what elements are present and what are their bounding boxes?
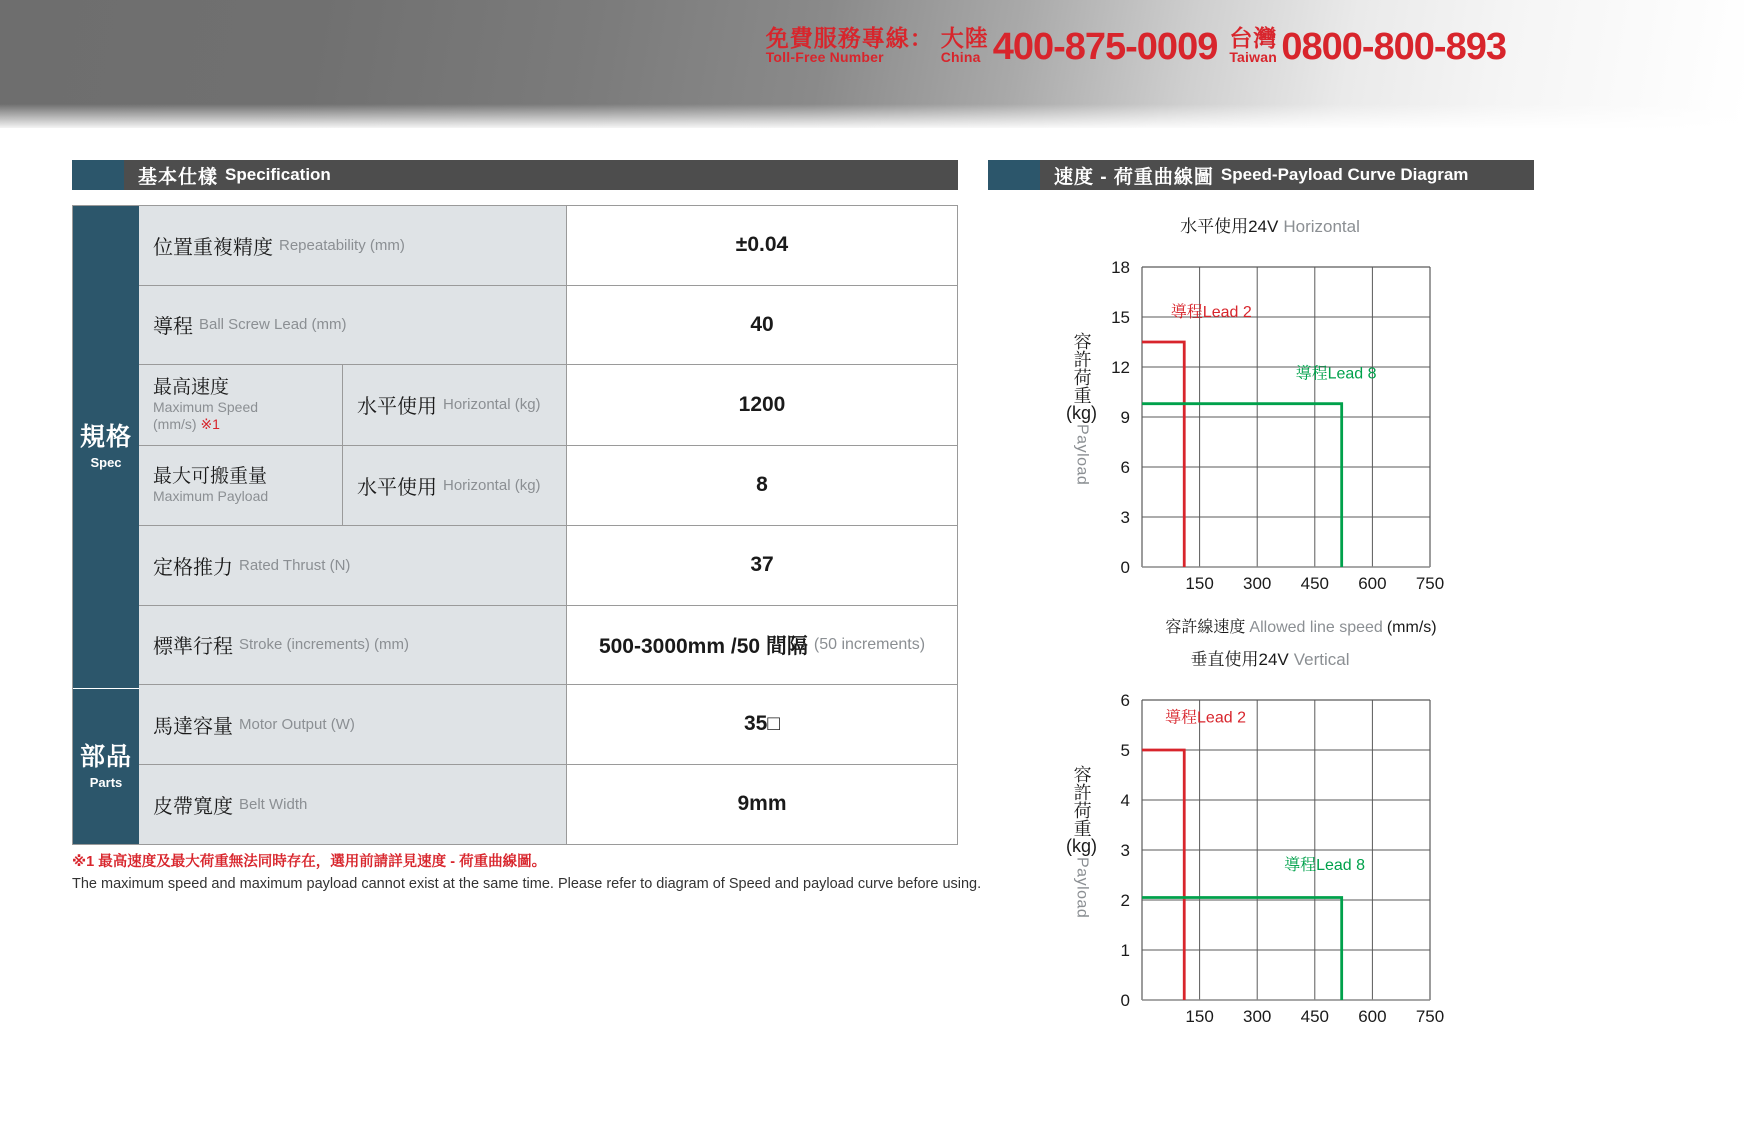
svg-text:1: 1: [1120, 941, 1130, 960]
group-spec-en: Spec: [90, 455, 122, 470]
chart-header-title-en: Speed-Payload Curve Diagram: [1220, 165, 1469, 184]
row-value: 500-3000mm /50 間隔: [598, 634, 808, 658]
row-sublabel: [343, 446, 567, 526]
svg-text:450: 450: [1300, 574, 1329, 593]
table-row: [139, 286, 957, 366]
row-label: [139, 765, 567, 845]
row-label-zh: 定格推力: [153, 556, 233, 579]
chart-vertical-title-zh: 垂直使用24V: [1190, 650, 1289, 669]
svg-text:600: 600: [1358, 574, 1387, 593]
spec-header-title-zh: 基本仕樣: [138, 166, 219, 188]
svg-text:0: 0: [1120, 558, 1130, 577]
svg-text:750: 750: [1415, 1007, 1445, 1026]
row-label-en: Maximum Speed: [153, 399, 259, 416]
svg-text:4: 4: [1120, 791, 1130, 810]
table-row: [139, 206, 957, 286]
svg-text:750: 750: [1415, 574, 1445, 593]
row-value-cell: [567, 606, 957, 685]
chart-horizontal-title: [1020, 212, 1520, 237]
row-label: [139, 526, 567, 605]
xlabel-zh: 容許線速度: [1165, 619, 1246, 636]
ylabel-zh2: (kg): [1066, 403, 1097, 423]
china-label-zh: 大陸: [940, 25, 989, 51]
row-label-zh: 馬達容量: [153, 715, 233, 738]
row-value-cell: [567, 365, 957, 445]
taiwan-phone-number: 0800-800-893: [1281, 25, 1506, 68]
row-label-en: Rated Thrust (N): [239, 556, 351, 574]
svg-text:6: 6: [1120, 458, 1130, 477]
chart-section-header: [988, 160, 1534, 190]
taiwan-label-zh: 台灣: [1229, 25, 1278, 51]
xlabel-unit: (mm/s): [1386, 619, 1437, 636]
chart-vertical: [1020, 645, 1520, 1055]
row-value-cell: [567, 685, 957, 764]
row-label: [139, 206, 567, 285]
svg-text:5: 5: [1120, 741, 1130, 760]
table-row: [139, 765, 957, 845]
spec-header-tab: [72, 160, 124, 190]
row-value-cell: [567, 446, 957, 526]
svg-text:6: 6: [1120, 691, 1130, 710]
row-sublabel: [343, 365, 567, 445]
row-label-stack: [153, 466, 268, 505]
spec-header-bar: [124, 160, 958, 190]
svg-text:300: 300: [1243, 574, 1272, 593]
toll-free-label: [766, 26, 934, 65]
taiwan-label: [1229, 26, 1277, 65]
footnote-block: [72, 852, 992, 896]
table-row: [139, 606, 957, 686]
chart-header-title-zh: 速度 - 荷重曲線圖: [1054, 166, 1214, 188]
row-label-en: Motor Output (W): [239, 715, 355, 733]
row-label-zh: 位置重複精度: [153, 236, 273, 259]
svg-text:300: 300: [1243, 1007, 1272, 1026]
group-spec-zh: 規格: [79, 423, 132, 451]
row-label-zh: 最大可搬重量: [153, 465, 268, 487]
row-label: [139, 365, 343, 445]
row-label-zh: 皮帶寬度: [153, 795, 233, 818]
row-label: [139, 446, 343, 526]
row-value: 8: [756, 473, 768, 497]
svg-text:3: 3: [1120, 841, 1130, 860]
svg-text:150: 150: [1185, 574, 1214, 593]
row-label: [139, 606, 567, 685]
row-label-zh: 導程: [153, 316, 193, 339]
svg-text:0: 0: [1120, 991, 1130, 1010]
row-value: 37: [750, 553, 774, 577]
row-label-en: Repeatability (mm): [279, 236, 405, 254]
row-label: [139, 286, 567, 365]
row-value-cell: [567, 286, 957, 365]
table-row: [139, 365, 957, 446]
footnote-zh: ※1 最高速度及最大荷重無法同時存在，選用前請詳見速度 - 荷重曲線圖。: [72, 854, 547, 870]
row-label-zh: 標準行程: [153, 636, 233, 659]
spec-group-column: [73, 206, 139, 844]
row-value: 35□: [743, 712, 781, 736]
row-value: 9mm: [737, 792, 787, 816]
chart-horizontal-title-en: Horizontal: [1283, 217, 1360, 236]
row-label-en: Maximum Payload: [153, 488, 269, 505]
specification-section-header: [72, 160, 958, 190]
svg-text:導程Lead 8: 導程Lead 8: [1295, 365, 1377, 383]
banner-fade: [0, 104, 1744, 130]
group-parts-zh: 部品: [79, 742, 132, 771]
table-row: [139, 526, 957, 606]
row-value: ±0.04: [735, 233, 789, 257]
row-value: 40: [750, 312, 774, 336]
svg-text:9: 9: [1120, 408, 1130, 427]
svg-text:12: 12: [1111, 358, 1130, 377]
xlabel-en: Allowed line speed: [1249, 619, 1383, 636]
footnote-en: The maximum speed and maximum payload cannot exist at the same time. Please refer to diagram of Speed and payload curve before using.: [72, 875, 982, 892]
row-label-stack: [153, 377, 258, 432]
top-banner: [0, 0, 1744, 128]
chart-horizontal-ylabel: [1066, 332, 1097, 486]
toll-free-label-en: Toll-Free Number: [765, 49, 884, 66]
row-label: [139, 685, 567, 764]
row-value-cell: [567, 526, 957, 605]
row-value-cell: [567, 765, 957, 845]
table-row: [139, 446, 957, 527]
chart-horizontal: [1020, 212, 1520, 637]
svg-text:18: 18: [1111, 258, 1130, 277]
row-sublabel-zh: 水平使用: [357, 396, 437, 419]
svg-text:450: 450: [1300, 1007, 1329, 1026]
chart-vertical-title-en: Vertical: [1293, 650, 1350, 669]
specification-table: [72, 205, 958, 845]
footnote-marker: ※1: [200, 415, 220, 432]
group-spec: [73, 206, 139, 688]
row-label-en: Ball Screw Lead (mm): [199, 316, 347, 334]
chart-vertical-ylabel: [1066, 765, 1097, 919]
row-label-en: Stroke (increments) (mm): [239, 636, 410, 654]
spec-rows: [139, 206, 957, 844]
toll-free-hotline: [765, 25, 1506, 68]
row-label-en2: (mm/s) ※1: [153, 415, 220, 432]
chart-header-tab: [988, 160, 1040, 190]
chart-vertical-title: [1020, 645, 1520, 670]
chart-horizontal-xlabel: [1020, 614, 1520, 637]
spec-header-title-en: Specification: [225, 165, 331, 184]
table-row: [139, 685, 957, 765]
row-sublabel-zh: 水平使用: [357, 476, 437, 499]
ylabel-en: Payload: [1073, 424, 1091, 486]
row-value-cell: [567, 206, 957, 285]
chart-horizontal-title-zh: 水平使用24V: [1180, 217, 1279, 236]
row-value-sub: (50 increments): [813, 635, 926, 653]
china-label: [941, 26, 989, 65]
ylabel-zh: 容許荷重: [1071, 765, 1092, 837]
group-parts-en: Parts: [89, 774, 123, 790]
svg-text:導程Lead 2: 導程Lead 2: [1170, 304, 1252, 321]
row-sublabel-en: Horizontal (kg): [443, 476, 541, 494]
svg-text:15: 15: [1111, 308, 1130, 327]
ylabel-zh: 容許荷重: [1071, 332, 1092, 404]
chart-header-bar: [1040, 160, 1534, 190]
group-parts: [73, 688, 139, 844]
svg-text:導程Lead 2: 導程Lead 2: [1165, 709, 1246, 727]
row-label-en: Belt Width: [239, 795, 308, 813]
china-label-en: China: [940, 49, 981, 66]
svg-text:150: 150: [1185, 1007, 1214, 1026]
svg-text:3: 3: [1120, 508, 1130, 527]
svg-text:導程Lead 8: 導程Lead 8: [1284, 857, 1366, 874]
ylabel-zh2: (kg): [1066, 836, 1097, 856]
row-value: 1200: [738, 392, 786, 416]
row-sublabel-en: Horizontal (kg): [443, 396, 541, 414]
row-label-zh: 最高速度: [153, 377, 230, 399]
toll-free-label-zh: 免費服務專線：: [765, 25, 934, 51]
china-phone-number: 400-875-0009: [992, 25, 1218, 68]
svg-text:2: 2: [1120, 891, 1130, 910]
svg-text:600: 600: [1358, 1007, 1387, 1026]
taiwan-label-en: Taiwan: [1229, 49, 1277, 66]
ylabel-en: Payload: [1073, 857, 1091, 919]
